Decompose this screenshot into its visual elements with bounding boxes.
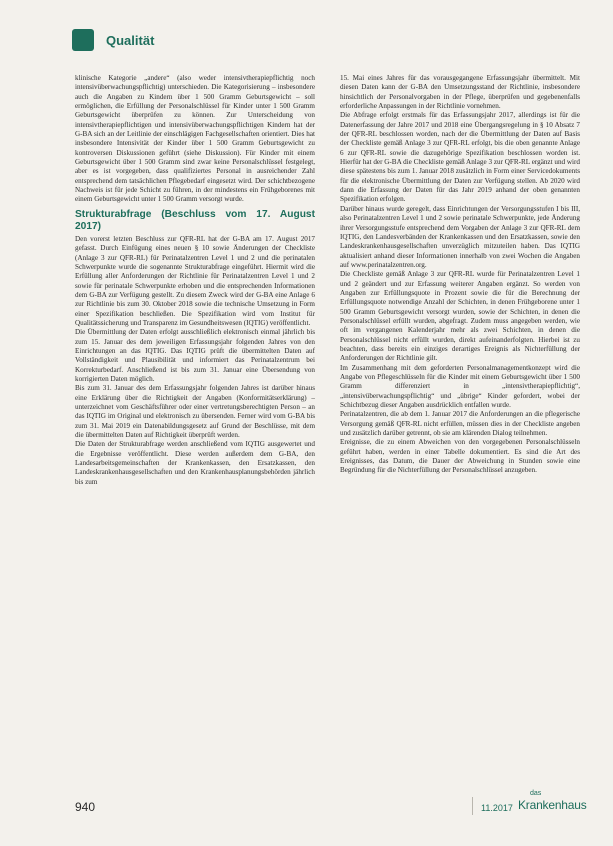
left-paragraph-2: Den vorerst letzten Beschluss zur QFR-RL hat der G-BA am 17. August 2017 gefasst. Durch Einfügung eines neuen § 10 sowie Änderungen der Checkliste (Anlage 3 zur QFR-RL) für Perinatalzentren Level 1 und 2 und die perinatalen Schwerpunkte wurde die sogenannte Strukturabfrage eingeführt. Hiermit wird die Erfüllung aller Anforderungen der Richtlinie für Perinatalzentren Level 1 und 2 sowie für perinatale Schwerpunkte erhoben und die entsprechenden Informationen dem G-BA zur Verfügung gestellt. Zu diesem Zweck wird der G-BA eine Anlage 6 zur Richtlinie bis zum 30. Oktober 2018 sowie die technische Umsetzung in Form einer Spezifikation beschließen. Die Spezifikation wird vom Institut für Qualitätssicherung und Transparenz im Gesundheitswesen (IQTIG) veröffentlicht. [75,234,315,327]
left-paragraph-3: Die Übermittlung der Daten erfolgt ausschließlich elektronisch einmal jährlich bis zum 15. Januar des dem jeweiligen Erfassungsjahr folgenden Jahres von den Einrichtungen an das IQTIG. Das IQTIG prüft die übermittelten Daten auf Vollständigkeit und Plausibilität und informiert das Perinatalzentrum bei Korrekturbedarf. Anschließend ist bis zum 31. Januar eine Übersendung von korrigierten Daten möglich. [75,328,315,383]
right-paragraph-6: Perinatalzentren, die ab dem 1. Januar 2017 die Anforderungen an die pflegerische Versorgung gemäß QFR-RL nicht erfüllen, müssen dies in der Checkliste angeben und zusätzlich darüber getrennt, ob sie am klärenden Dialog teilnehmen. [340,410,580,438]
right-paragraph-7: Ereignisse, die zu einem Abweichen von den vorgegebenen Personalschlüsseln geführt haben, werden in einer Tabelle dokumentiert. Es sind die Art des Ereignisses, das Datum, die Dauer der Abweichung in Stunden sowie eine Begründung für die Nichterfüllung der Personalschlüssel anzugeben. [340,438,580,475]
left-paragraph-4: Bis zum 31. Januar des dem Erfassungsjahr folgenden Jahres ist darüber hinaus eine Erklärung über die Richtigkeit der Angaben (Konformitätserklärung) – unterzeichnet vom Geschäftsführer oder einer vertretungsberechtigten Person – an das IQTIG im Original und elektronisch zu übersenden. Ferner wird vom G-BA bis zum 31. Mai 2019 ein Datenabildungsgesetz auf Grund der Beschlüsse, mit dem die übermittelten Daten auf Richtigkeit überprüft werden. [75,384,315,440]
right-paragraph-4: Die Checkliste gemäß Anlage 3 zur QFR-RL wurde für Perinatalzentren Level 1 und 2 geändert und zur Erfassung weiterer Angaben ergänzt. So werden von Angaben zur Erfüllungsquote in Prozent sowie die für die Berechnung der Erfüllungsquote notwendige Anzahl der Schichten, in denen Frühgeborene unter 1 500 Gramm Geburtsgewicht versorgt wurden, sowie der Schichten, in denen die Personalschlüssel erfüllt wurden, abgefragt. Zudem muss angegeben werden, wie oft im vergangenen Kalenderjahr mehr als zwei Schichten, in denen die Personalschlüssel nicht erfüllt wurden, direkt aufeinanderfolgten. Hierbei ist zu beachten, dass bereits ein einziges derartiges Ereignis als Nichterfüllung der Anforderungen der Richtlinie gilt. [340,270,580,363]
section-title: Qualität [106,32,155,48]
left-paragraph-1: klinische Kategorie „andere“ (also weder intensivtherapiepflichtig noch intensivüberwachungspflichtig) unterschieden. Die Kategorisierung – insbesondere auch die Angaben zu Kindern über 1 500 Gramm Geburtsgewicht – soll ermöglichen, die Erfüllung der Personalschlüssel für Kinder unter 1 500 Gramm Geburtsgewicht überprüfen zu können. Zur Unterscheidung von intensivtherapiepflichtigen und intensivüberwachungspflichtigen Kindern hat der G-BA sich an der Leitlinie der einschlägigen Fachgesellschaften orientiert. Dies hat insbesondere Intensivität der Kinder über 1 500 Gramm Geburtsgewicht zu kontroversen Diskussionen geführt (siehe Diskussion). Für Kinder mit einem Geburtsgewicht über 1 500 Gramm sind zwar keine Personalschlüssel festgelegt, aber es ist vorgegeben, dass qualifiziertes Personal in ausreichender Zahl entsprechend dem tatsächlichen Pflegebedarf eingesetzt wird. Der schichtbezogene Nachweis ist für jede Schicht zu führen, in der mindestens ein Frühgeborenes mit einem Geburtsgewicht unter 1 500 Gramm versorgt wurde. [75,74,315,204]
journal-prefix: das [530,790,542,797]
right-paragraph-1: 15. Mai eines Jahres für das vorausgegangene Erfassungsjahr übermittelt. Mit diesen Daten kann der G-BA den Umsetzungsstand der Richtlinie, insbesondere hinsichtlich der Personalvorgaben in der Pflege, überprüfen und gegebenenfalls erforderliche Anpassungen in der Richtlinie vornehmen. [340,74,580,111]
right-paragraph-2: Die Abfrage erfolgt erstmals für das Erfassungsjahr 2017, allerdings ist für die Datenerfassung der Jahre 2017 und 2018 eine Übergangsregelung in § 10 Absatz 7 der QFR-RL beschlossen worden, nach der die Übermittlung der Daten auf Basis der Checkliste gemäß Anlage 3 zur QFR-RL erfolgt, bis die oben genannte Anlage 6 zur QFR-RL sowie die dazugehörige Spezifikation beschlossen worden ist. Hierfür hat der G-BA die Checkliste gemäß Anlage 3 zur QFR-RL ergänzt und wird diese spätestens bis zum 1. Januar 2018 zusätzlich in Form einer Servicedokuments für die elektronische Übermittlung der Daten zur Verfügung stellen. Ab 2020 wird dann die Erfassung der Daten für das Jahr 2019 anhand der oben genannten Spezifikation erfolgen. [340,111,580,204]
right-column [340,74,580,476]
section-marker-icon [72,29,94,51]
section-header [72,28,154,52]
page-number: 940 [75,800,96,814]
left-column [75,74,315,487]
journal-logo [518,790,588,820]
footer-divider [472,797,473,815]
journal-name: Krankenhaus [518,798,587,812]
left-paragraph-5: Die Daten der Strukturabfrage werden anschließend vom IQTIG ausgewertet und die Ergebnisse veröffentlicht. Diese werden außerdem dem G-BA, den Landesarbeitsgemeinschaften der Krankenkassen, den Ersatzkassen, den Landeskrankenhausgesellschaften und den Krankenhausplanungsbehörden jährlich bis zum [75,440,315,486]
right-paragraph-3: Darüber hinaus wurde geregelt, dass Einrichtungen der Versorgungsstufen I bis III, also Perinatalzentren Level 1 und 2 sowie perinatale Schwerpunkte, jede Änderung ihrer Versorgungsstufe entsprechend dem Vorgaben der Anlage 3 zur QFR-RL dem IQTIG, den Landesverbänden der Krankenkassen und den Ersatzkassen, sowie den Landeskrankenhausgesellschaften unverzüglich mitzuteilen haben. Das IQTIG aktualisiert anhand dieser Informationen innerhalb von zwei Wochen die Angaben auf www.perinatalzentren.org. [340,204,580,269]
issue-number: 11.2017 [481,803,513,813]
article-subheading: Strukturabfrage (Beschluss vom 17. August 2017) [75,208,315,232]
right-paragraph-5: Im Zusammenhang mit dem geforderten Personalmanagementkonzept wird die Angabe von Pflegeschlüsseln für die Kinder mit einem Geburtsgewicht über 1 500 Gramm differenziert in „intensivtherapiepflichtig“, „intensivüberwachungspflichtig“ und „übrige“ Kinder gefordert, wobei der Schichtbezug dieser Angaben ausdrücklich entfallen wurde. [340,363,580,410]
